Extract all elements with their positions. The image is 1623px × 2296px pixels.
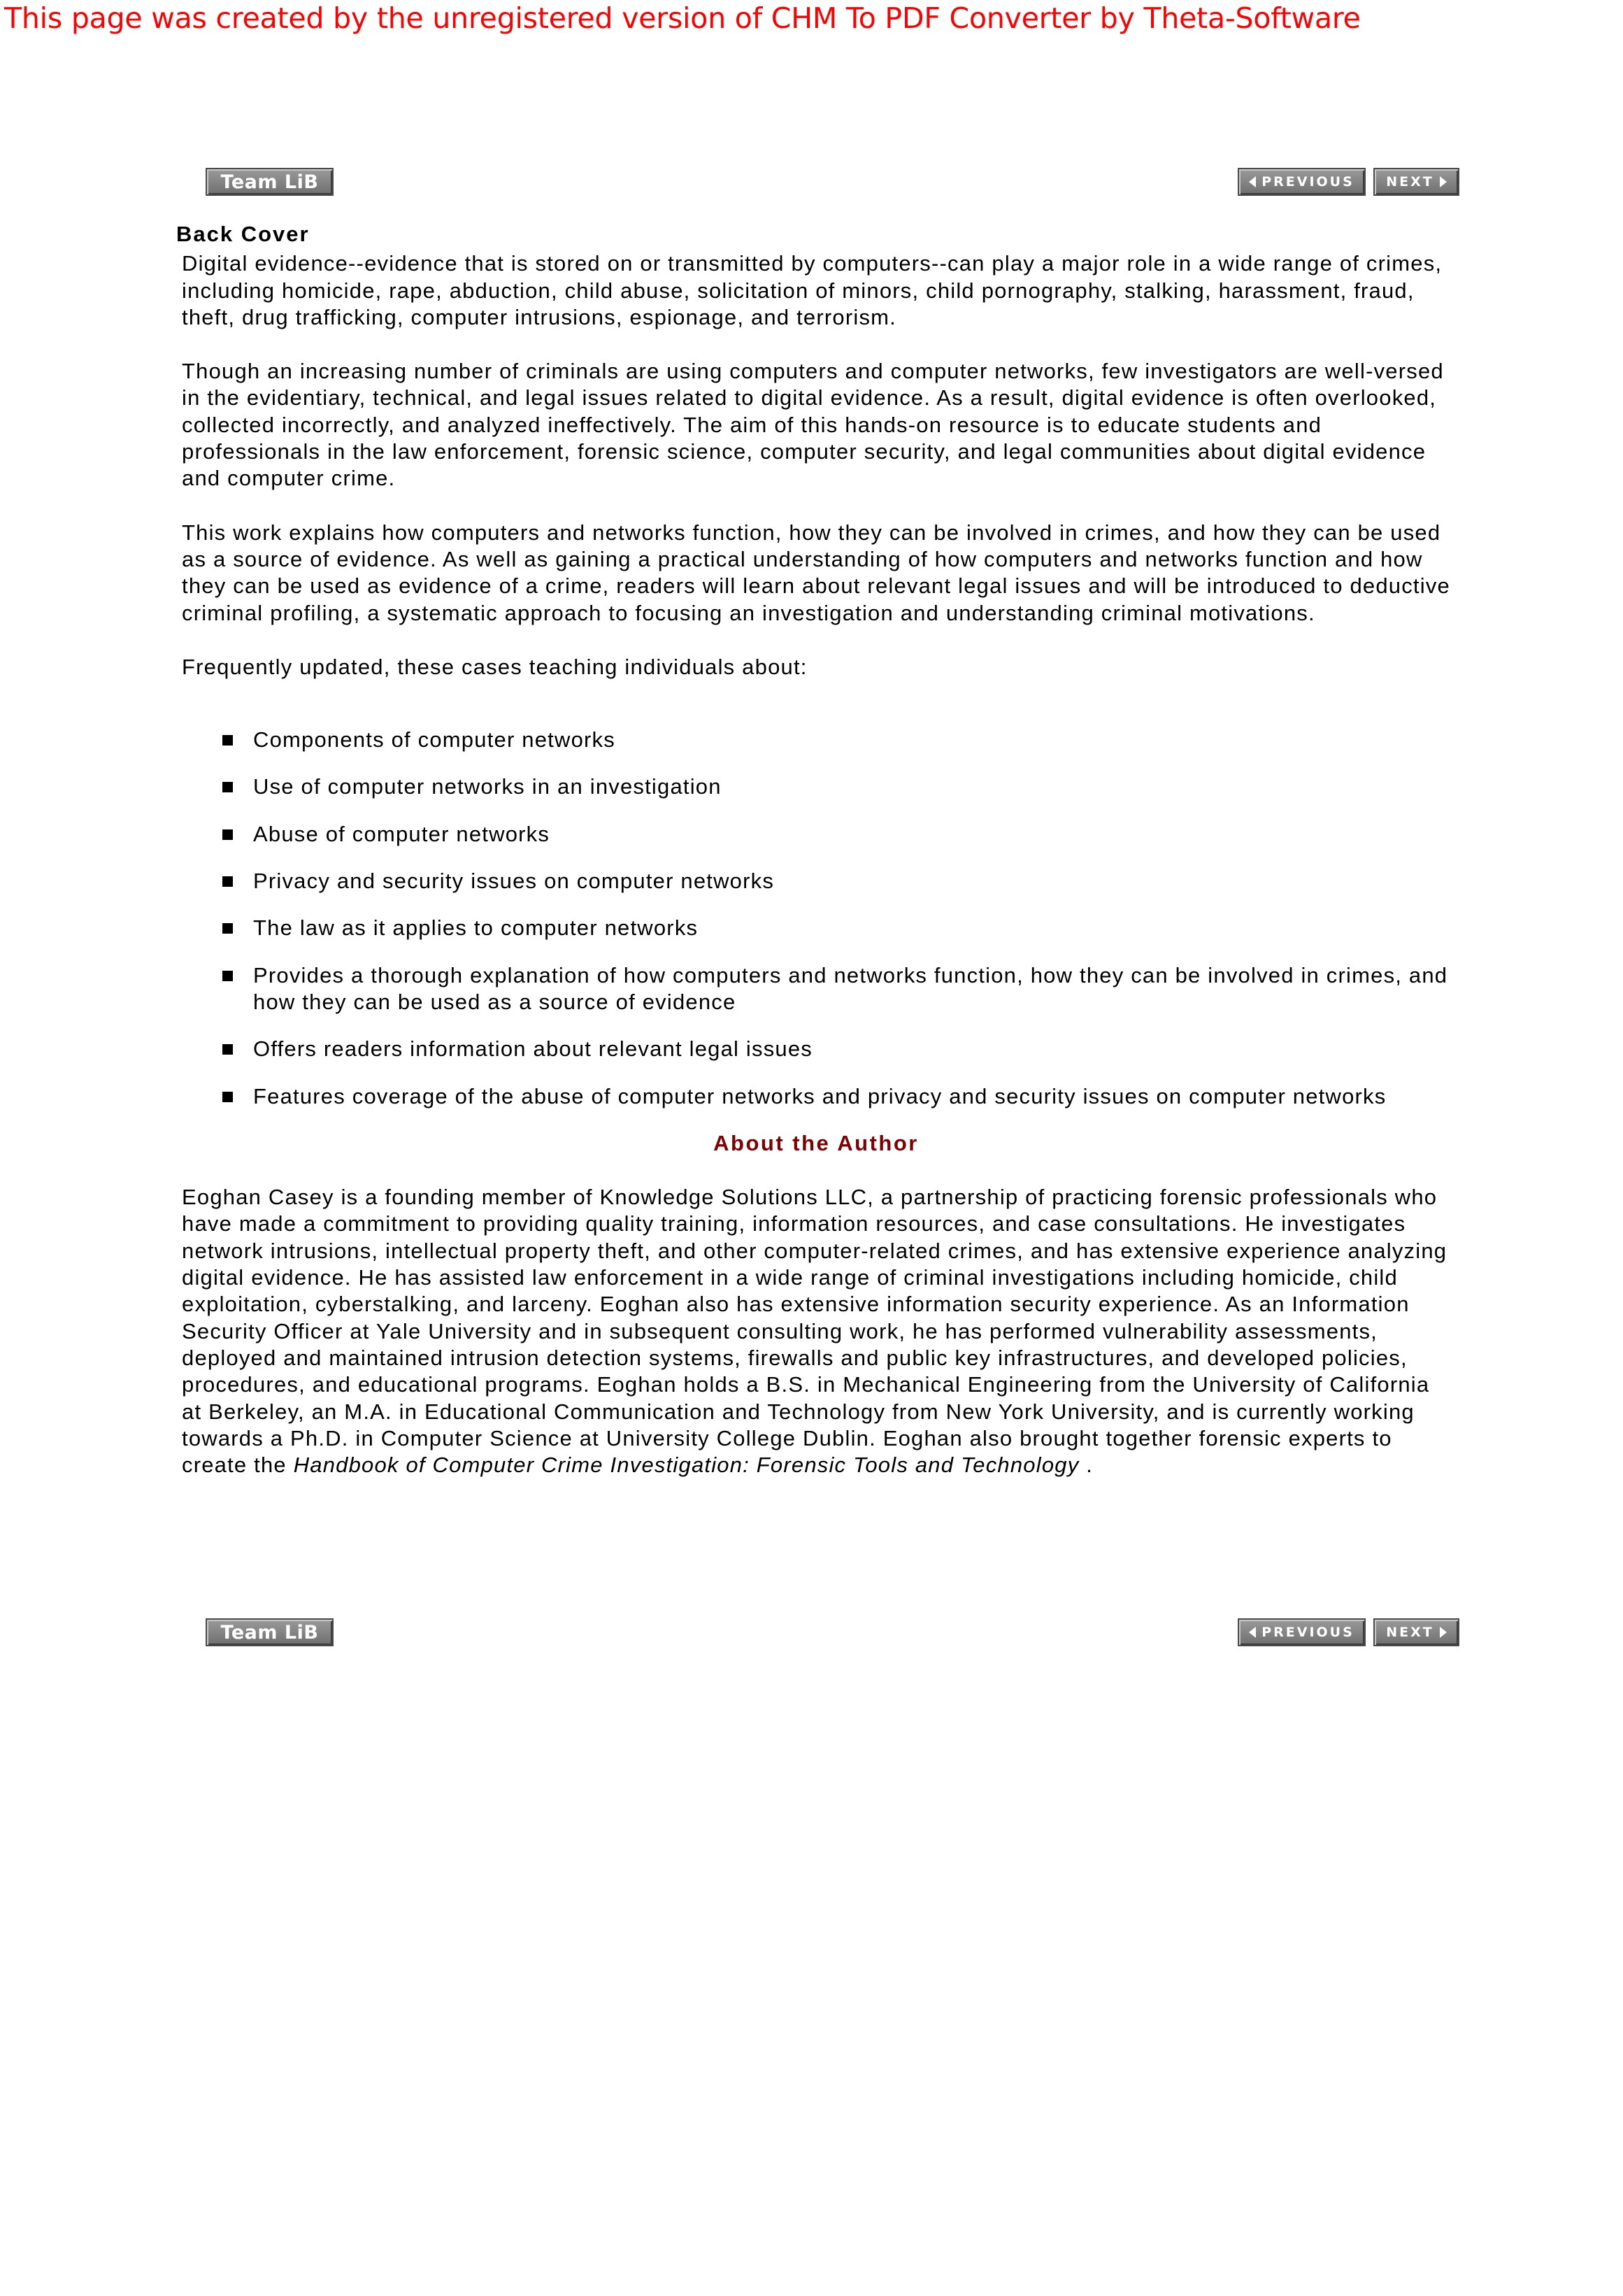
previous-label: PREVIOUS: [1261, 174, 1354, 190]
next-label: NEXT: [1386, 174, 1434, 190]
back-cover-heading: Back Cover: [176, 222, 310, 246]
square-bullet-icon: [222, 876, 233, 887]
list-item-text: Privacy and security issues on computer networks: [253, 869, 775, 894]
arrow-right-icon: [1440, 176, 1447, 187]
arrow-left-icon: [1249, 1627, 1256, 1638]
list-item: [176, 868, 1456, 894]
paragraph: Though an increasing number of criminals are using computers and computer networks, few investigators are well-versed in the evidentiary, technical, and legal issues related to digital evidence. As a result, digital evidence is often overlooked, collected incorrectly, and analyzed ineffectively. The aim of this hands-on resource is to educate students and professionals in the law enforcement, forensic science, computer security, and legal communities about digital evidence and computer crime.: [182, 359, 1444, 491]
converter-watermark: This page was created by the unregistered version of CHM To PDF Converter by Theta-Software: [4, 1, 1361, 35]
list-item: [176, 915, 1456, 941]
team-lib-button[interactable]: [206, 168, 334, 196]
author-bio-text: Eoghan Casey is a founding member of Knowledge Solutions LLC, a partnership of practicing forensic professionals who have made a commitment to providing quality training, information resources, and case consultations. He investigates network intrusions, intellectual property theft, and other computer-related crimes, and has extensive experience analyzing digital evidence. He has assisted law enforcement in a wide range of criminal investigations including homicide, child exploitation, cyberstalking, and larceny. Eoghan also has extensive information security experience. As an Information Security Officer at Yale University and in subsequent consulting work, he has performed vulnerability assessments, deployed and maintained intrusion detection systems, firewalls and public key infrastructures, and developed policies, procedures, and educational programs. Eoghan holds a B.S. in Mechanical Engineering from the University of California at Berkeley, an M.A. in Educational Communication and Technology from New York University, and is currently working towards a Ph.D. in Computer Science at University College Dublin. Eoghan also brought together forensic experts to create the: [182, 1185, 1447, 1478]
square-bullet-icon: [222, 829, 233, 840]
list-item: [176, 962, 1456, 1016]
list-item-text: The law as it applies to computer networks: [253, 915, 699, 941]
previous-label: PREVIOUS: [1261, 1625, 1354, 1640]
square-bullet-icon: [222, 971, 233, 981]
paragraph: This work explains how computers and networks function, how they can be involved in crimes, and how they can be used as a source of evidence. As well as gaining a practical understanding of how computers and networks function and how they can be used as evidence of a crime, readers will learn about relevant legal issues and will be introduced to deductive criminal profiling, a systematic approach to focusing an investigation and understanding criminal motivations.: [182, 520, 1450, 625]
top-navbar: [206, 168, 1460, 199]
team-lib-label: Team LiB: [220, 171, 319, 193]
author-bio: [182, 1184, 1456, 1478]
list-item-text: Features coverage of the abuse of computer networks and privacy and security issues on computer networks: [253, 1083, 1387, 1108]
list-item-text: Abuse of computer networks: [253, 821, 550, 846]
next-label: NEXT: [1386, 1625, 1434, 1640]
square-bullet-icon: [222, 1092, 233, 1102]
next-button[interactable]: [1373, 1618, 1459, 1646]
feature-list: [176, 727, 1456, 1110]
list-item-text: Components of computer networks: [253, 727, 615, 753]
list-item: [176, 1083, 1456, 1110]
list-item: [176, 773, 1456, 800]
book-title: Handbook of Computer Crime Investigation: Forensic Tools and Technology: [293, 1453, 1080, 1478]
paragraph: Digital evidence--evidence that is stored on or transmitted by computers--can play a major role in a wide range of crimes, including homicide, rape, abduction, child abuse, solicitation of minors, child pornography, stalking, harassment, fraud, theft, drug trafficking, computer intrusions, espionage, and terrorism.: [182, 251, 1443, 329]
previous-button[interactable]: [1238, 168, 1366, 196]
paragraph: Frequently updated, these cases teaching individuals about:: [182, 654, 808, 679]
previous-button[interactable]: [1238, 1618, 1366, 1646]
team-lib-button[interactable]: [206, 1618, 334, 1646]
next-button[interactable]: [1373, 168, 1459, 196]
list-item-text: Use of computer networks in an investigation: [253, 774, 722, 799]
main-content: [176, 221, 1456, 1478]
arrow-left-icon: [1249, 176, 1256, 187]
list-item: [176, 727, 1456, 753]
square-bullet-icon: [222, 782, 233, 792]
square-bullet-icon: [222, 1044, 233, 1055]
list-item: [176, 1036, 1456, 1062]
about-author-heading: About the Author: [713, 1130, 919, 1155]
author-bio-trailing: .: [1079, 1453, 1094, 1478]
list-item: [176, 821, 1456, 848]
bottom-navbar: [206, 1618, 1460, 1649]
square-bullet-icon: [222, 735, 233, 746]
square-bullet-icon: [222, 923, 233, 934]
arrow-right-icon: [1440, 1627, 1447, 1638]
team-lib-label: Team LiB: [220, 1621, 319, 1643]
list-item-text: Provides a thorough explanation of how computers and networks function, how they can be involved in crimes, and how they can be used as a source of evidence: [253, 962, 1448, 1014]
list-item-text: Offers readers information about relevant legal issues: [253, 1036, 813, 1062]
